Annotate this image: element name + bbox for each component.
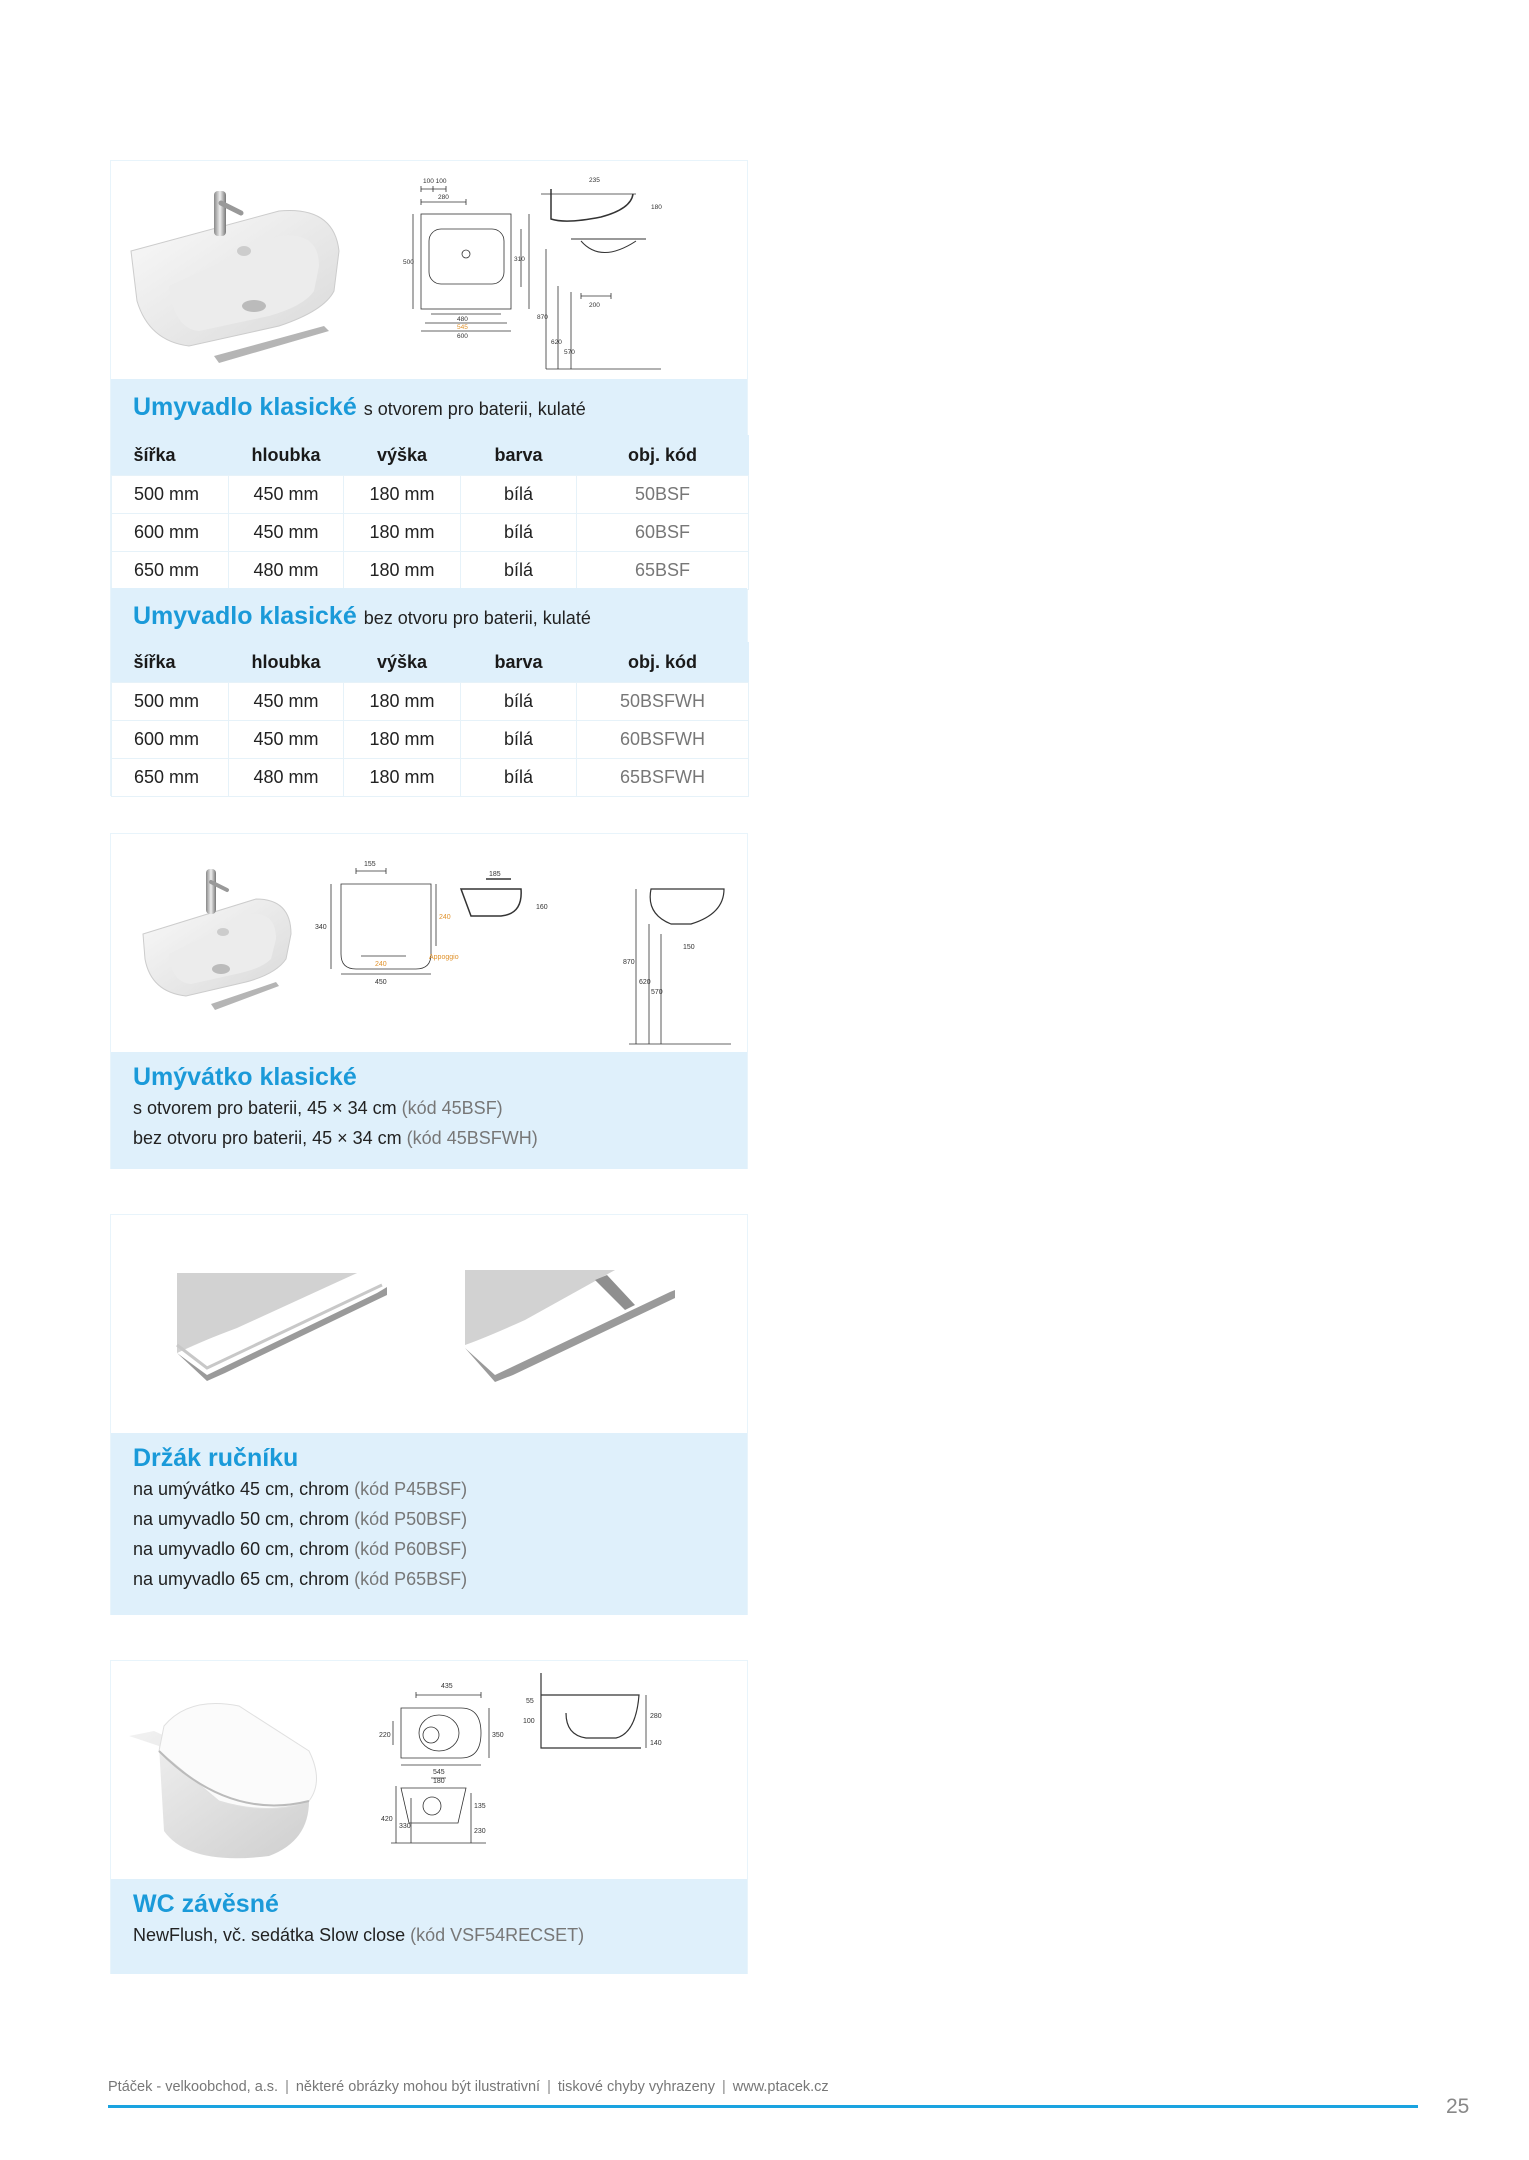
product-variant-line — [133, 1479, 467, 1500]
product-info-panel — [111, 1879, 747, 1974]
cell-width: 500 mm — [112, 476, 229, 514]
table-row — [112, 759, 749, 797]
product-image-area — [111, 161, 747, 379]
page-footer — [108, 2079, 829, 2095]
dim-label: Appoggio — [429, 954, 459, 961]
variant-text: NewFlush, vč. sedátka Slow close — [133, 1925, 406, 1945]
cell-height: 180 mm — [344, 759, 461, 797]
cell-width: 650 mm — [112, 759, 229, 797]
variant-code: (kód P65BSF) — [354, 1569, 468, 1589]
cell-depth: 450 mm — [229, 514, 344, 552]
variant-code: (kód 45BSF) — [401, 1098, 503, 1118]
small-washbasin-image — [141, 864, 311, 1014]
table-row — [112, 514, 749, 552]
dim-label: 620 — [551, 339, 562, 346]
product-variant-line — [133, 1098, 503, 1119]
column-header: výška — [344, 642, 461, 683]
product-info-panel — [111, 1433, 747, 1615]
towel-holder-image-1 — [177, 1273, 407, 1383]
cell-depth: 450 mm — [229, 476, 344, 514]
variant-text: na umyvadlo 60 cm, chrom — [133, 1539, 350, 1559]
footer-separator: | — [285, 2079, 289, 2095]
dim-label: 240 — [375, 961, 387, 968]
dim-label: 310 — [514, 256, 525, 263]
product-variant-line — [133, 1925, 584, 1946]
product-title-text: Umyvadlo klasické — [133, 393, 357, 421]
table-header-row — [112, 435, 749, 476]
product-card-umyvatko — [110, 833, 748, 1169]
cell-depth: 450 mm — [229, 721, 344, 759]
dim-label: 155 — [364, 861, 376, 868]
product-title: Umývátko klasické — [133, 1063, 357, 1091]
wall-hung-wc-image — [129, 1691, 329, 1871]
variant-code: (kód VSF54RECSET) — [410, 1925, 585, 1945]
dim-label: 185 — [489, 871, 501, 878]
product-card-wc — [110, 1660, 748, 1974]
product-info-panel — [111, 1052, 747, 1169]
cell-order-code: 60BSFWH — [577, 721, 749, 759]
cell-order-code: 60BSF — [577, 514, 749, 552]
cell-depth: 480 mm — [229, 759, 344, 797]
variant-code: (kód 45BSFWH) — [406, 1128, 538, 1148]
dim-label: 870 — [537, 314, 548, 321]
dim-label: 570 — [564, 349, 575, 356]
spec-table-without-hole — [111, 642, 749, 797]
variant-code: (kód P50BSF) — [354, 1509, 468, 1529]
variant-text: s otvorem pro baterii, 45 × 34 cm — [133, 1098, 397, 1118]
footer-disclaimer-images: některé obrázky mohou být ilustrativní — [295, 2079, 541, 2095]
cell-height: 180 mm — [344, 721, 461, 759]
product-variant-line — [133, 1509, 467, 1530]
washbasin-technical-drawing — [401, 169, 721, 374]
dim-label: 545 — [433, 1769, 445, 1776]
dim-label: 450 — [375, 979, 387, 986]
variant-text: na umyvadlo 50 cm, chrom — [133, 1509, 350, 1529]
dim-label: 235 — [589, 177, 600, 184]
cell-order-code: 50BSFWH — [577, 683, 749, 721]
dim-label: 230 — [474, 1828, 486, 1835]
dim-label: 220 — [379, 1732, 391, 1739]
dim-label: 330 — [399, 1823, 411, 1830]
cell-order-code: 50BSF — [577, 476, 749, 514]
product-title — [133, 393, 586, 422]
product-title: Držák ručníku — [133, 1444, 299, 1472]
footer-divider — [108, 2105, 1418, 2108]
dim-label: 180 — [651, 204, 662, 211]
column-header: šířka — [112, 435, 229, 476]
small-washbasin-technical-drawing — [311, 854, 741, 1044]
product-title-text: Umyvadlo klasické — [133, 602, 357, 630]
product-card-umyvadlo — [110, 160, 748, 796]
cell-width: 650 mm — [112, 552, 229, 590]
product-image-area — [111, 834, 747, 1052]
dim-label: 420 — [381, 1816, 393, 1823]
table-row — [112, 552, 749, 590]
dim-label: 500 — [403, 259, 414, 266]
dim-label: 620 — [639, 979, 651, 986]
column-header: hloubka — [229, 642, 344, 683]
cell-depth: 450 mm — [229, 683, 344, 721]
cell-width: 600 mm — [112, 721, 229, 759]
product-variant-line — [133, 1539, 467, 1560]
cell-color: bílá — [461, 476, 577, 514]
dim-label: 240 — [439, 914, 451, 921]
table-header-row — [112, 642, 749, 683]
column-header: hloubka — [229, 435, 344, 476]
towel-holder-image-2 — [465, 1270, 695, 1385]
variant-text: bez otvoru pro baterii, 45 × 34 cm — [133, 1128, 402, 1148]
dim-label: 870 — [623, 959, 635, 966]
footer-company: Ptáček - velkoobchod, a.s. — [108, 2079, 279, 2095]
cell-height: 180 mm — [344, 514, 461, 552]
cell-order-code: 65BSFWH — [577, 759, 749, 797]
dim-label: 280 — [438, 194, 449, 201]
product-variant-line — [133, 1128, 538, 1149]
dim-label: 150 — [683, 944, 695, 951]
page-number: 25 — [1446, 2095, 1470, 2118]
variant-text: na umyvadlo 65 cm, chrom — [133, 1569, 350, 1589]
product-image-area — [111, 1661, 747, 1879]
dim-label: 350 — [492, 1732, 504, 1739]
dim-label: 480 — [457, 316, 468, 323]
cell-color: bílá — [461, 759, 577, 797]
variant-text: na umývátko 45 cm, chrom — [133, 1479, 350, 1499]
dim-label: 280 — [650, 1713, 662, 1720]
product-title: WC závěsné — [133, 1890, 279, 1918]
dim-label: 570 — [651, 989, 663, 996]
dim-label: 200 — [589, 302, 600, 309]
column-header: barva — [461, 642, 577, 683]
variant-code: (kód P45BSF) — [354, 1479, 468, 1499]
dim-label: 100 — [523, 1718, 535, 1725]
product-subtitle: s otvorem pro baterii, kulaté — [363, 399, 586, 419]
column-header: obj. kód — [577, 435, 749, 476]
product-image-area — [111, 1215, 747, 1433]
dim-label: 100 100 — [423, 178, 447, 185]
table-row — [112, 721, 749, 759]
cell-width: 500 mm — [112, 683, 229, 721]
cell-color: bílá — [461, 552, 577, 590]
product-card-towel-holder — [110, 1214, 748, 1615]
column-header: šířka — [112, 642, 229, 683]
cell-color: bílá — [461, 721, 577, 759]
cell-width: 600 mm — [112, 514, 229, 552]
variant-code: (kód P60BSF) — [354, 1539, 468, 1559]
column-header: obj. kód — [577, 642, 749, 683]
cell-height: 180 mm — [344, 476, 461, 514]
footer-website-link[interactable]: www.ptacek.cz — [732, 2079, 829, 2095]
dim-label: 435 — [441, 1683, 453, 1690]
dim-label: 55 — [526, 1698, 534, 1705]
footer-separator: | — [722, 2079, 726, 2095]
spec-table-with-hole — [111, 435, 749, 590]
cell-color: bílá — [461, 514, 577, 552]
cell-color: bílá — [461, 683, 577, 721]
table-row — [112, 683, 749, 721]
column-header: barva — [461, 435, 577, 476]
cell-depth: 480 mm — [229, 552, 344, 590]
dim-label: 140 — [650, 1740, 662, 1747]
dim-label: 160 — [536, 904, 548, 911]
cell-height: 180 mm — [344, 683, 461, 721]
footer-separator: | — [547, 2079, 551, 2095]
cell-height: 180 mm — [344, 552, 461, 590]
wc-technical-drawing — [361, 1673, 691, 1878]
cell-order-code: 65BSF — [577, 552, 749, 590]
column-header: výška — [344, 435, 461, 476]
table-row — [112, 476, 749, 514]
product-variant-line — [133, 1569, 467, 1590]
washbasin-image — [129, 181, 359, 371]
product-subtitle: bez otvoru pro baterii, kulaté — [363, 608, 591, 628]
dim-label: 180 — [433, 1778, 445, 1785]
product-title — [133, 602, 591, 631]
footer-disclaimer-errors: tiskové chyby vyhrazeny — [557, 2079, 715, 2095]
dim-label: 135 — [474, 1803, 486, 1810]
dim-label: 600 — [457, 333, 468, 340]
dim-label: 340 — [315, 924, 327, 931]
dim-label: 545 — [457, 324, 468, 331]
